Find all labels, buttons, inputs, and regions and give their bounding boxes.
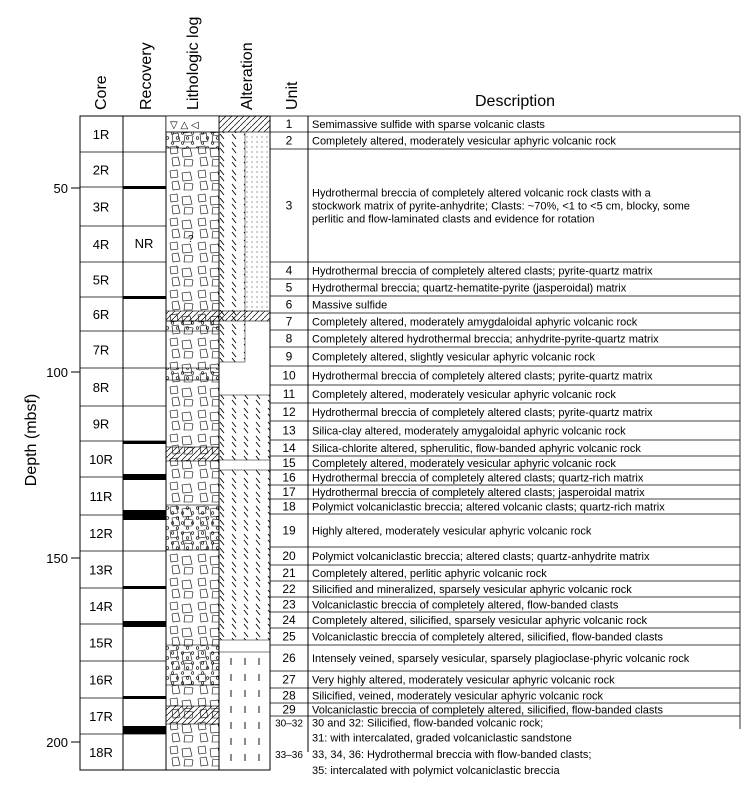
core-label: 17R	[89, 709, 113, 724]
unit-number: 2	[285, 133, 293, 148]
recovery-bar	[123, 586, 166, 589]
unit-description: 31: with intercalated, graded volcaniclastic sandstone	[312, 732, 572, 745]
unit-rows	[270, 116, 740, 777]
unit-description: Silica-clay altered, moderately amygaloidal aphyric volcanic rock	[312, 425, 626, 438]
litho-vesicular-4	[166, 645, 219, 685]
core-label: 4R	[92, 237, 110, 252]
recovery-bar	[123, 186, 166, 189]
core-label: 7R	[92, 342, 110, 358]
unit-description: 33, 34, 36: Hydrothermal breccia with flow-banded clasts;	[312, 749, 592, 761]
litho-massive-sulfide	[166, 311, 219, 321]
axis-ticks	[46, 181, 80, 750]
core-label: 1R	[92, 127, 110, 142]
recovery-bar	[123, 726, 166, 734]
core-label: 3R	[92, 199, 110, 215]
alteration-stipple	[245, 132, 270, 312]
recovery-bars	[123, 186, 166, 734]
core-label: 10R	[89, 452, 113, 467]
axis-tick-label: 100	[46, 365, 68, 380]
unit-number: 16	[282, 470, 296, 485]
unit-description: 30 and 32: Silicified, flow-banded volcanic rock;	[312, 717, 544, 730]
alteration-dashed-1	[219, 132, 245, 362]
unit-description: Hydrothermal breccia of completely altered clasts; jasperoidal matrix	[312, 487, 645, 499]
header-alteration: Alteration	[239, 42, 256, 110]
unit-number: 5	[285, 280, 293, 295]
unit-number: 4	[285, 263, 293, 278]
axis-tick-label: 150	[46, 551, 68, 566]
unit-number: 11	[282, 387, 296, 401]
core-label: 18R	[89, 745, 113, 760]
header-description: Description	[475, 93, 556, 110]
unit-number: 23	[282, 597, 296, 612]
unit-description: Polymict volcaniclastic breccia; altered volcanic clasts; quartz-rich matrix	[312, 501, 665, 514]
recovery-bar	[123, 621, 166, 627]
unit-description: Highly altered, moderately vesicular aphyric volcanic rock	[312, 525, 592, 538]
unit-number: 12	[282, 405, 296, 419]
unit-description: Semimassive sulfide with sparse volcanic clasts	[312, 119, 545, 131]
unit-number: 8	[285, 331, 293, 346]
alteration-vdash	[219, 652, 270, 770]
alteration-dashed-3	[219, 470, 270, 640]
core-label: 6R	[92, 307, 110, 322]
unit-description: Volcaniclastic breccia of completely altered, silicified, flow-banded clasts	[312, 631, 663, 644]
axis-label-depth: Depth (mbsf)	[23, 393, 40, 487]
unit-number: 1	[285, 117, 293, 131]
unit-description: Volcaniclastic breccia of completely altered, silicified, flow-banded clasts	[312, 704, 663, 717]
unit-description: Completely altered, perlitic aphyric volcanic rock	[312, 568, 547, 580]
unit-number: 7	[285, 314, 293, 329]
core-label: 14R	[89, 599, 113, 614]
unit-description: Silicified, veined, moderately vesicular aphyric volcanic rock	[312, 690, 604, 703]
header-unit: Unit	[284, 81, 301, 110]
unit-number: 22	[282, 582, 296, 596]
svg-text:?: ?	[188, 234, 194, 245]
unit-description: Intensely veined, sparsely vesicular, sparsely plagioclase-phyric volcanic rock	[312, 653, 690, 665]
recovery-nr-label: NR	[134, 236, 154, 251]
unit-number: 17	[282, 485, 296, 499]
unit-description: Hydrothermal breccia; quartz-hematite-pyrite (jasperoidal) matrix	[312, 282, 627, 295]
unit-number: 9	[285, 349, 293, 364]
core-label: 9R	[92, 416, 110, 432]
unit-description: Hydrothermal breccia of completely altered clasts; pyrite-quartz matrix	[312, 407, 653, 419]
header-recovery: Recovery	[138, 42, 155, 110]
unit-description: Very highly altered, moderately vesicular aphyric volcanic rock	[312, 674, 615, 687]
alteration-dashed-2	[219, 395, 270, 460]
header-core: Core	[93, 75, 110, 110]
litho-amygdaloidal	[166, 321, 219, 331]
unit-number: 29	[282, 702, 296, 717]
unit-description: Volcaniclastic breccia of completely altered, flow-banded clasts	[312, 599, 619, 612]
unit-number: 10	[282, 368, 296, 383]
unit-description: Completely altered, moderately vesicular aphyric volcanic rock	[312, 458, 616, 470]
unit-number: 19	[282, 523, 296, 538]
unit-number: 3	[285, 198, 293, 213]
alteration-top-sulfide	[219, 116, 270, 132]
unit-description: Hydrothermal breccia of completely altered clasts; pyrite-quartz matrix	[312, 370, 653, 383]
unit-description: Hydrothermal breccia of completely altered clasts; quartz-rich matrix	[312, 472, 644, 485]
litho-vesicular-3	[166, 505, 219, 550]
unit-description: Hydrothermal breccia of completely altered clasts; pyrite-quartz matrix	[312, 265, 653, 278]
unit-description: Silica-chlorite altered, spherulitic, flow-banded aphyric volcanic rock	[312, 443, 641, 455]
unit-number: 21	[282, 566, 296, 580]
litho-vesicular-1	[166, 132, 219, 148]
svg-text:▽ △ ◁: ▽ △ ◁	[170, 120, 199, 131]
unit-description: Completely altered, silicified, sparsely vesicular aphyric volcanic rock	[312, 615, 648, 627]
core-label: 16R	[89, 672, 113, 688]
unit-description: Completely altered, moderately vesicular aphyric volcanic rock	[312, 389, 616, 401]
unit-description: Silicified and mineralized, sparsely vesicular aphyric volcanic rock	[312, 584, 632, 596]
litho-flowband	[166, 447, 219, 461]
unit-number: 26	[282, 651, 296, 665]
unit-description: 35: intercalated with polymict volcaniclastic breccia	[312, 765, 560, 777]
litho-banded	[166, 706, 219, 724]
core-label: 11R	[89, 489, 113, 504]
unit-number: 18	[282, 499, 296, 514]
litho-vesicular-2	[166, 368, 219, 380]
unit-description: Completely altered hydrothermal breccia; anhydrite-pyrite-quartz matrix	[312, 333, 659, 346]
recovery-bar	[123, 441, 166, 444]
alteration-sulfide-band	[219, 311, 270, 321]
recovery-bar	[123, 510, 166, 520]
core-label: 13R	[89, 562, 113, 578]
recovery-bar	[123, 696, 166, 699]
unit-number: 28	[282, 688, 296, 703]
unit-number: 15	[282, 456, 296, 470]
recovery-bar	[123, 474, 166, 480]
core-label: 5R	[92, 272, 110, 288]
recovery-bar	[123, 296, 166, 299]
unit-number: 14	[282, 441, 296, 455]
axis-tick-label: 50	[53, 181, 68, 196]
unit-description: Polymict volcaniclastic breccia; altered clasts; quartz-anhydrite matrix	[312, 551, 650, 563]
core-label: 8R	[92, 380, 110, 395]
unit-number: 25	[282, 629, 296, 644]
unit-number: 27	[282, 672, 296, 687]
core-label: 12R	[89, 526, 113, 541]
unit-number: 13	[282, 423, 296, 438]
unit-description: Hydrothermal breccia of completely altered volcanic rock clasts with a stockwork matrix of pyrite-anhydrite; Clasts: ~70%, <1 to <5 cm, blocky, some perlitic and flow-laminated clasts and evidence for rotation	[312, 187, 690, 226]
unit-number: 24	[282, 613, 296, 627]
core-label: 15R	[89, 635, 113, 651]
unit-description: Completely altered, slightly vesicular aphyric volcanic rock	[312, 351, 596, 364]
unit-number: 20	[282, 549, 296, 563]
unit-description: Massive sulfide	[312, 299, 388, 312]
axis-tick-label: 200	[46, 735, 68, 750]
unit-number: 6	[285, 297, 293, 312]
unit-number: 33–36	[275, 750, 303, 761]
unit-description: Completely altered, moderately amygdaloidal aphyric volcanic rock	[312, 316, 638, 329]
header-lithologic-log: Lithologic log	[185, 16, 202, 110]
unit-description: Completely altered, moderately vesicular aphyric volcanic rock	[312, 135, 616, 148]
unit-number: 30–32	[275, 718, 303, 730]
core-label: 2R	[92, 162, 110, 178]
